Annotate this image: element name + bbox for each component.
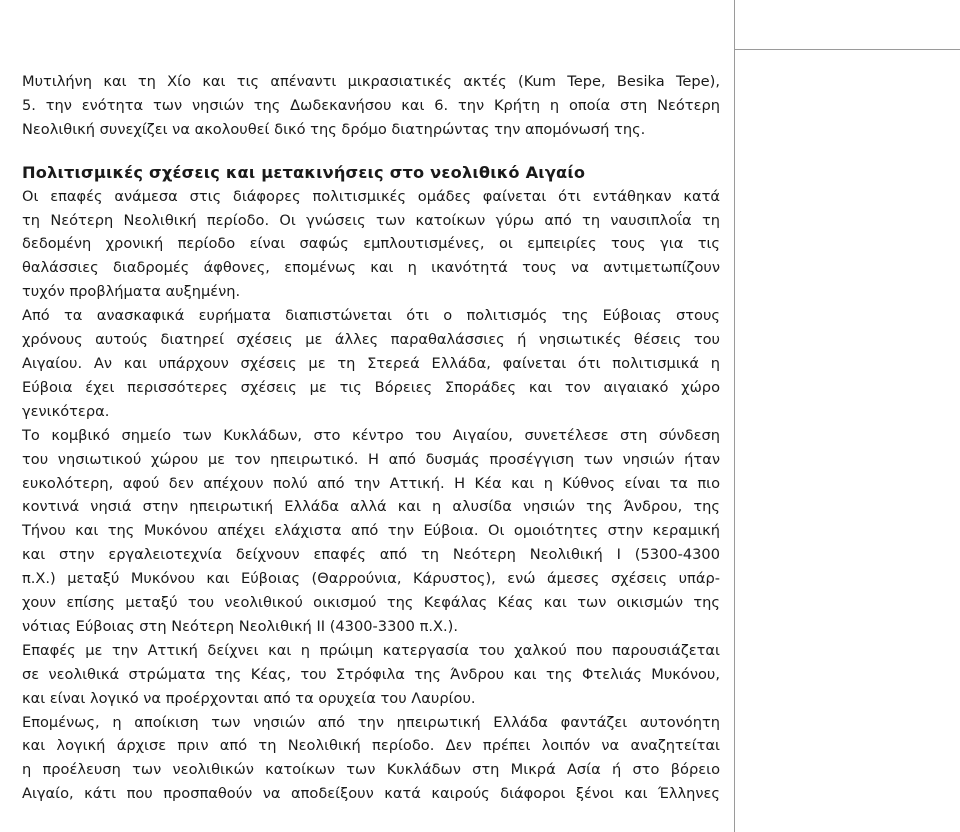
paragraph xyxy=(22,711,720,807)
text-line: Από τα ανασκαφικά ευρήματα διαπιστώνεται ότι ο πολιτισμός της Εύβοιας στους xyxy=(22,307,720,325)
section-heading: Πολιτισμικές σχέσεις και μετακινήσεις στο νεολιθικό Αιγαίο xyxy=(22,162,586,182)
text-line: Νεολιθική συνεχίζει να ακολουθεί δικό της δρόμο διατηρώντας την απομόνωσή της. xyxy=(22,120,646,138)
text-line: θαλάσσιες διαδρομές άφθονες, επομένως και η ικανότητά τους να αντιμετωπίζουν xyxy=(22,259,720,277)
text-line: νότιας Εύβοιας στη Νεότερη Νεολιθική ΙΙ (4300-3300 π.Χ.). xyxy=(22,617,458,635)
text-line: χρόνους αυτούς διατηρεί σχέσεις με άλλες παραθαλάσσιες ή νησιωτικές θέσεις του xyxy=(22,331,720,349)
text-line: κοντινά νησιά στην ηπειρωτική Ελλάδα αλλά και η αλυσίδα νησιών της Άνδρου, της xyxy=(22,498,720,516)
text-line: γενικότερα. xyxy=(22,402,110,420)
text-line: δεδομένη χρονική περίοδο είναι σαφώς εμπλουτισμένες, οι εμπειρίες τους για τις xyxy=(22,235,720,253)
paragraph xyxy=(22,639,720,711)
margin-rule-top xyxy=(734,49,960,50)
text-line: Επαφές με την Αττική δείχνει και η πρώιμη κατεργασία του χαλκού που παρουσιάζεται xyxy=(22,641,720,659)
text-line: τυχόν προβλήματα αυξημένη. xyxy=(22,283,241,301)
intro-paragraph xyxy=(22,70,720,142)
text-line: Αιγαίο, κάτι που προσπαθούν να αποδείξουν κατά καιρούς διάφοροι ξένοι και Έλληνες xyxy=(22,785,720,803)
text-line: ευκολότερη, αφού δεν απέχουν πολύ από την Αττική. Η Κέα και η Κύθνος είναι τα πιο xyxy=(22,474,720,492)
margin-rule xyxy=(734,0,735,832)
text-line: Το κομβικό σημείο των Κυκλάδων, στο κέντρο του Αιγαίου, συνετέλεσε στη σύνδεση xyxy=(22,426,720,444)
paragraph xyxy=(22,185,720,305)
text-line: Οι επαφές ανάμεσα στις διάφορες πολιτισμικές ομάδες φαίνεται ότι εντάθηκαν κατά xyxy=(22,187,720,205)
text-line: Εύβοια έχει περισσότερες σχέσεις με τις Βόρειες Σποράδες και τον αιγαιακό χώρο xyxy=(22,378,720,396)
paragraph xyxy=(22,304,720,424)
text-line: και λογική άρχισε πριν από τη Νεολιθική περίοδο. Δεν πρέπει λοιπόν να αναζητείται xyxy=(22,737,720,755)
text-line: Επομένως, η αποίκιση των νησιών από την ηπειρωτική Ελλάδα φαντάζει αυτονόητη xyxy=(22,713,720,731)
text-line: η προέλευση των νεολιθικών κατοίκων των Κυκλάδων στη Μικρά Ασία ή στο βόρειο xyxy=(22,761,720,779)
text-line: τη Νεότερη Νεολιθική περίοδο. Οι γνώσεις των κατοίκων γύρω από τη ναυσιπλοΐα τη xyxy=(22,211,720,229)
text-line: και είναι λογικό να προέρχονται από τα ορυχεία του Λαυρίου. xyxy=(22,689,476,707)
text-line: π.Χ.) μεταξύ Μυκόνου και Εύβοιας (Θαρρούνια, Κάρυστος), ενώ άμεσες σχέσεις υπάρ- xyxy=(22,570,720,588)
document-body xyxy=(22,70,720,806)
text-line: Αιγαίου. Αν και υπάρχουν σχέσεις με τη Στερεά Ελλάδα, φαίνεται ότι πολιτισμικά η xyxy=(22,354,720,372)
paragraph xyxy=(22,424,720,639)
text-line: χουν επίσης μεταξύ του νεολιθικού οικισμού της Κεφάλας Κέας και των οικισμών της xyxy=(22,594,720,612)
text-line: 5. την ενότητα των νησιών της Δωδεκανήσου και 6. την Κρήτη η οποία στη Νεότερη xyxy=(22,96,720,114)
text-line: Τήνου και της Μυκόνου απέχει ελάχιστα από την Εύβοια. Οι ομοιότητες στην κεραμική xyxy=(22,522,720,540)
text-line: Μυτιλήνη και τη Χίο και τις απέναντι μικρασιατικές ακτές (Kum Tepe, Besika Tepe), xyxy=(22,73,720,90)
text-line: και στην εργαλειοτεχνία δείχνουν επαφές από τη Νεότερη Νεολιθική Ι (5300-4300 xyxy=(22,546,720,564)
text-line: του νησιωτικού χώρου με τον ηπειρωτικό. Η από δυσμάς προσέγγιση των νησιών ήταν xyxy=(22,450,720,468)
text-line: σε νεολιθικά στρώματα της Κέας, του Στρόφιλα της Άνδρου και της Φτελιάς Μυκόνου, xyxy=(22,665,720,683)
